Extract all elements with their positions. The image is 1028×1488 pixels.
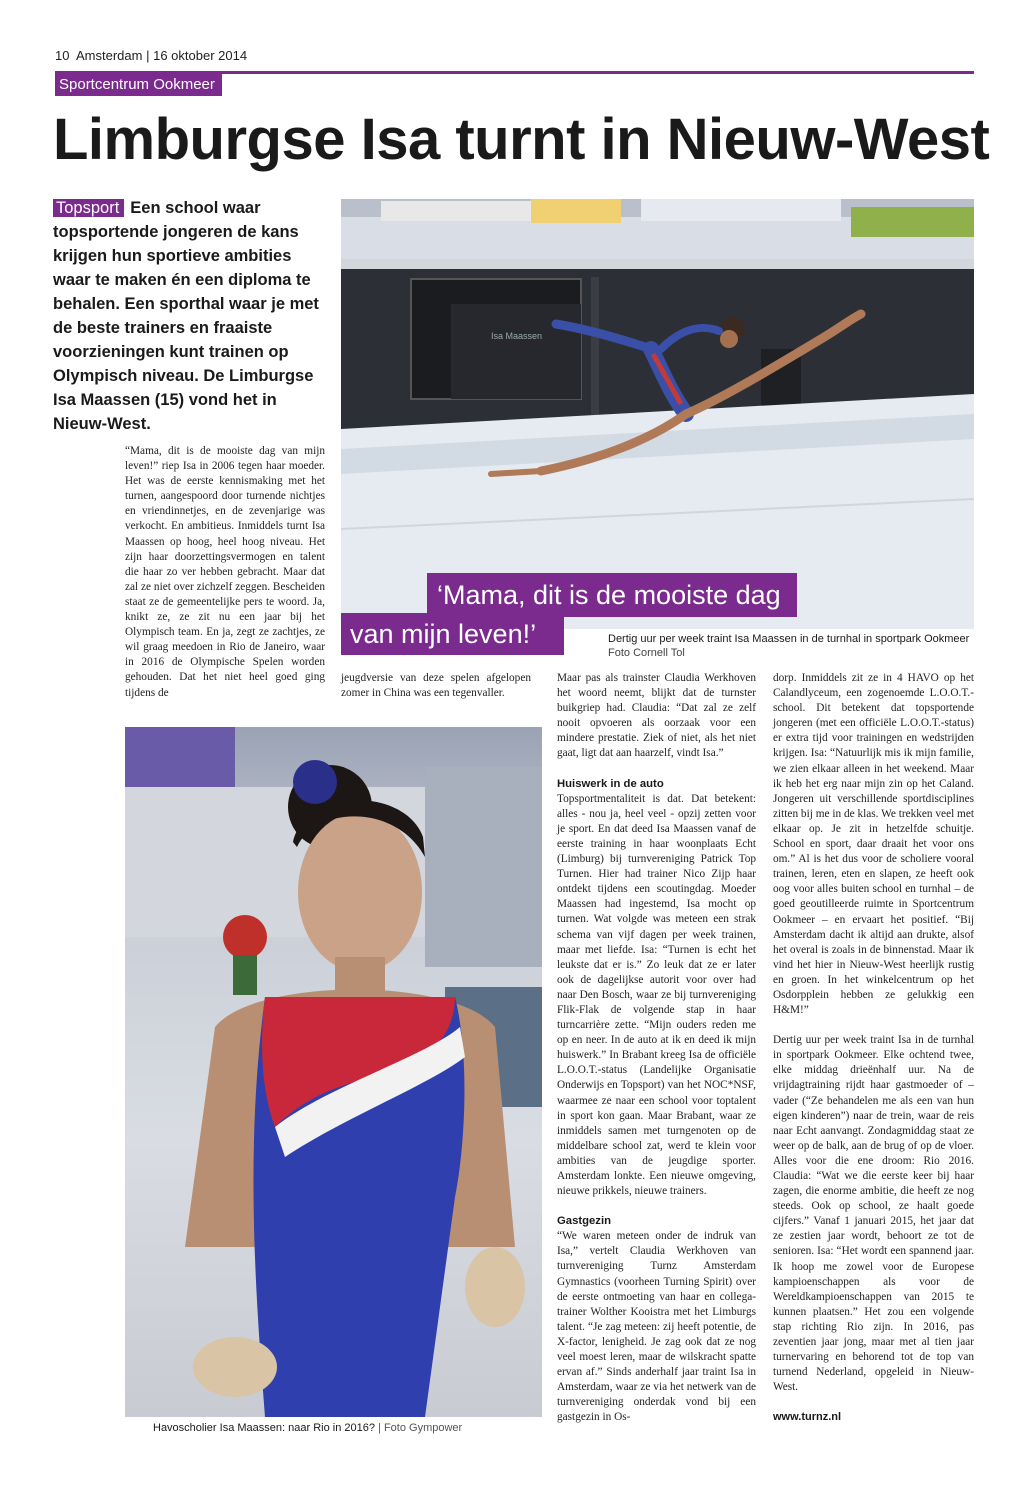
gymnast-portrait-illustration bbox=[125, 727, 542, 1417]
body-paragraph: “We waren meteen onder de indruk van Isa,” vertelt Claudia Werkhoven van turnvereniging Turnz Amsterdam Gymnastics (voorheen Turning Spirit) over de eerste ontmoeting van haar en collega-trainer Wolther Kooistra met het Limburgs talent. “Je zag meteen: zij heeft potentie, de X-factor, lenigheid. Je zag ook dat ze nog veel moest leren, maar de wilskracht spatte ervan af.” Sinds anderhalf jaar traint Isa in Amsterdam, waar ze via het netwerk van de turnvereniging onderdak vond bij een gastgezin in Os- bbox=[557, 1230, 756, 1424]
pull-quote-line1: ‘Mama, dit is de mooiste dag bbox=[427, 573, 797, 617]
photo2-caption-text: Havoscholier Isa Maassen: naar Rio in 2016? bbox=[153, 1422, 375, 1434]
photo1-caption bbox=[608, 632, 969, 660]
photo2-caption bbox=[153, 1422, 462, 1434]
body-paragraph: Dertig uur per week traint Isa in de turnhal in sportpark Ookmeer. Elke ochtend twee, elke middag drieënhalf uur. Na de vrijdagtraining rijdt haar gastmoeder of – vader (“Ze behandelen me als een van hun eigen kinderen”) naar de trein, waar de reis naar Echt aanvangt. Zondagmiddag staat ze weer op de balk, aan de brug of op de vloer. Alles voor die ene droom: Rio 2016. Claudia: “Wat we die eerste keer bij haar zagen, die enorme ambitie, die heeft ze nog steeds. Ook op school, ze haalt goede cijfers.” Vanaf 1 januari 2015, het jaar dat ze zestien jaar wordt, behoort ze tot de senioren. Isa: “Het wordt een spannend jaar. Ik hoop me zowel voor de Europese kampioenschappen als voor de Wereldkampioenschappen van 2015 te kunnen plaatsen.” Het zou een volgende stap richting Rio zijn. In 2016, pas zeventien jaar jong, maar met al tien jaar turnervaring en behorend tot de top van turnend Nederland, opgeleid in Nieuw-West. bbox=[773, 1034, 974, 1394]
headline: Limburgse Isa turnt in Nieuw-West bbox=[53, 107, 990, 172]
page-date: 16 oktober 2014 bbox=[153, 48, 248, 63]
intro-tag: Topsport bbox=[53, 199, 124, 217]
body-paragraph: Topsportmentaliteit is dat. Dat betekent: alles - nou ja, heel veel - opzij zetten voor je sport. En dat deed Isa Maassen vanaf de eerste training in haar woonplaats Echt (Limburg) bij turnvereniging Patrick Top Turnen. Hier had trainer Nico Zijp haar ontdekt tijdens een scoutingdag. Moeder Maassen had ingestemd, Isa mocht op turnen. Wat volgde was meteen een strak schema van vijf dagen per week trainen, maar met liefde. Isa: “Turnen is echt het leukste dat er is.” Zo leuk dat ze er later ook de dagelijkse autorit voor over had naar Den Bosch, waar ze bij turnvereniging Flik-Flak de volgende stap in haar turncarrière zette. “Mijn ouders reden me op en neer. In de auto at ik en deed ik mijn huiswerk.” In Brabant kreeg Isa de officiële L.O.O.T.-status (Landelijke Organisatie Onderwijs en Topsport) van het NOC*NSF, waarmee ze naar een school voor toptalent in sport kon gaan. Maar Brabant, waar ze inmiddels samen met turngenoten op de middelbare school zat, werd te klein voor ambities van de jeugdige sporter. Amsterdam lonkte. Een nieuwe omgeving, nieuwe prikkels, nieuwe trainers. bbox=[557, 792, 756, 1198]
body-paragraph: dorp. Inmiddels zit ze in 4 HAVO op het Calandlyceum, een zogenoemde L.O.O.T.-school. Dit betekent dat topsportende jongeren (met een officiële L.O.O.T.-status) er extra tijd voor trainingen en wedstrijden krijgen. Isa: “Natuurlijk mis ik mijn familie, we zien elkaar alleen in het weekend. Maar ik heb het erg naar mijn zin op het Caland. Jongeren uit verschillende sportdisciplines zitten bij me in de klas. We trekken veel met elkaar op. Je zit in hetzelfde schuitje. School en sport, daar draait het voor ons om.” Al is het dus voor de scholiere vooral trainen, leren, eten en slapen, ze heeft ook oog voor alles buiten school en turnhal – de goed geoutilleerde ruimte in Sportcentrum Ookmeer – en ervaart het positief. “Bij Amsterdam dacht ik altijd aan drukte, alsof het overal is zoals in de binnenstad. Maar ik vind het hier in Nieuw-West heerlijk rustig en groen. In het winkelcentrum op het Osdorpplein hebben ze gelukkig een H&M!” bbox=[773, 672, 974, 1017]
body-column-1 bbox=[125, 444, 325, 716]
photo1-caption-text: Dertig uur per week traint Isa Maassen in de turnhal in sportpark Ookmeer bbox=[608, 633, 970, 645]
pull-quote-line2: van mijn leven!’ bbox=[341, 613, 564, 655]
section-label: Sportcentrum Ookmeer bbox=[55, 74, 222, 96]
body-column-2 bbox=[341, 671, 531, 716]
photo2-caption-separator: | bbox=[378, 1422, 381, 1434]
body-column-3 bbox=[557, 671, 756, 1441]
photo1-credit: Foto Cornell Tol bbox=[608, 647, 685, 659]
body-column-4 bbox=[773, 671, 974, 1441]
web-link[interactable]: www.turnz.nl bbox=[773, 1411, 842, 1424]
body-paragraph: “Mama, dit is de mooiste dag van mijn leven!” riep Isa in 2006 tegen haar moeder. Het was de eerste kennismaking met het turnen, aangespoord door turnende nichtjes en vriendinnetjes, en de zevenjarige was verkocht. En ambitieus. Inmiddels turnt Isa Maassen op hoog, heel hoog niveau. Het zijn haar doorzettingsvermogen en talent die haar zo ver hebben gebracht. Maar dat zal ze niet over zichzelf zeggen. Bescheiden staat ze de gemeentelijke pers te woord. Ja, knikt ze, ze zit nu een jaar bij het Olympisch team. En ja, zegt ze zachtjes, ze wil graag meedoen in Rio de Janeiro, waar in 2016 de Olympische Spelen worden gehouden. Dat het niet heel goed ging tijdens de bbox=[125, 445, 325, 699]
body-paragraph: Maar pas als trainster Claudia Werkhoven het woord neemt, blijkt dat de turnster buikgriep had. Claudia: “Dat zal ze zelf nooit opvoeren als oorzaak voor een mindere prestatie. Ziek of niet, als het niet gaat, ligt dat aan haarzelf, vindt Isa.” bbox=[557, 672, 756, 760]
subheading-gastgezin: Gastgezin bbox=[557, 1215, 611, 1228]
page-number: 10 bbox=[55, 48, 70, 63]
intro-paragraph bbox=[53, 196, 331, 436]
subheading-huiswerk: Huiswerk in de auto bbox=[557, 777, 664, 790]
gymnast-leap-illustration bbox=[341, 199, 974, 629]
scoreboard-text: Isa Maassen bbox=[491, 331, 543, 341]
gymnast-leap-photo bbox=[341, 199, 974, 629]
gymnast-portrait-photo bbox=[125, 727, 542, 1417]
photo2-credit: Foto Gympower bbox=[383, 1422, 463, 1434]
folio-separator: | bbox=[146, 48, 150, 63]
intro-text: Een school waar topsportende jongeren de kans krijgen hun sportieve ambities waar te maken én een diploma te behalen. Een sporthal waar je met de beste trainers en fraaiste voorzieningen kunt trainen op Olympisch niveau. De Limburgse Isa Maassen (15) vond het in Nieuw-West. bbox=[53, 199, 319, 433]
body-paragraph: jeugdversie van deze spelen afgelopen zomer in China was een tegenvaller. bbox=[341, 672, 531, 700]
page-city: Amsterdam bbox=[75, 48, 143, 63]
page-folio bbox=[55, 48, 247, 63]
